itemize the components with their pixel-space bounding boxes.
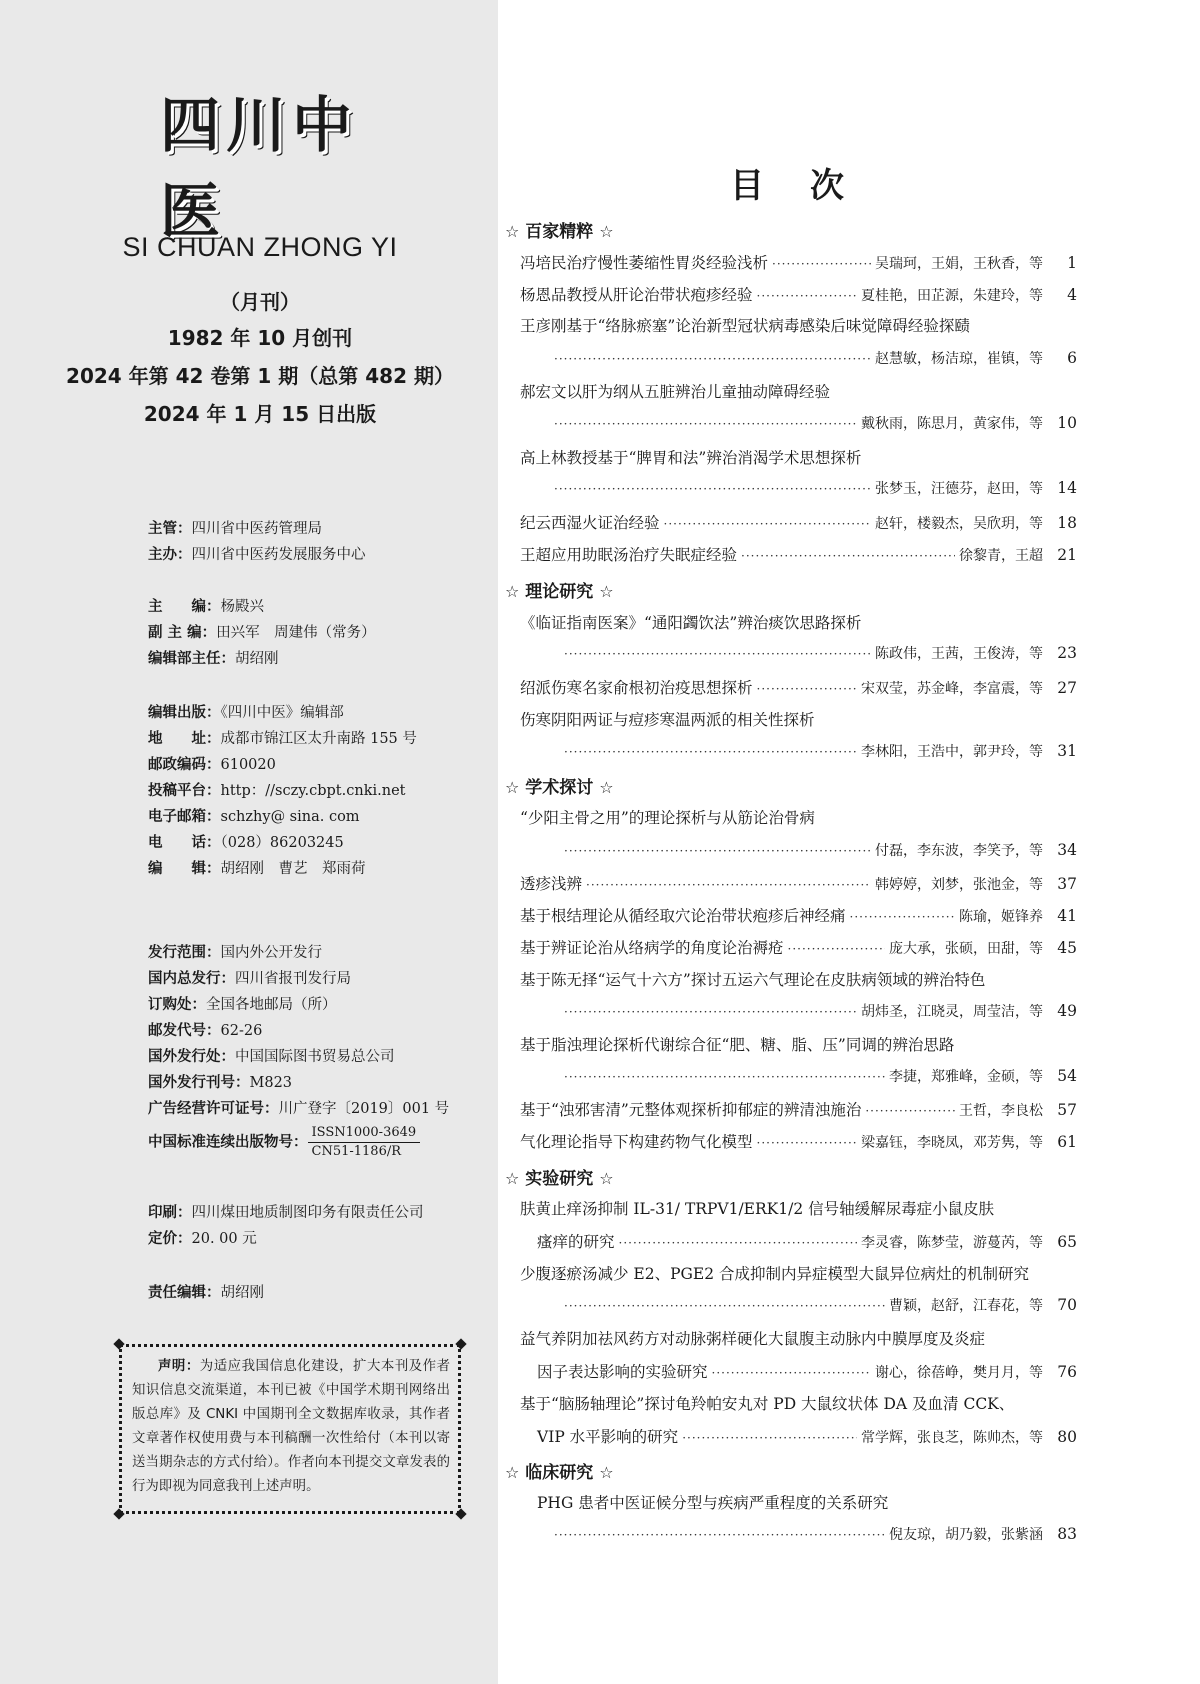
journal-issue: 2024 年第 42 卷第 1 期（总第 482 期） <box>66 364 454 388</box>
toc-entry[interactable]: ····· 倪友琼，胡乃毅，张紫涵 83 <box>550 1524 1077 1544</box>
section-heading: ☆ 百家精粹 ☆ <box>505 222 614 242</box>
toc-entry-title[interactable]: 少腹逐瘀汤减少 E2、PGE2 合成抑制内异症模型大鼠异位病灶的机制研究 <box>520 1265 1030 1283</box>
journal-pinyin: SI CHUAN ZHONG YI <box>122 232 398 262</box>
toc-entry[interactable]: VIP 水平影响的研究 ····· 常学辉，张良芝，陈帅杰，等 80 <box>537 1425 1077 1447</box>
toc-entry[interactable]: ····· 赵慧敏，杨洁琼，崔镇，等 6 <box>550 348 1077 368</box>
toc-entry[interactable]: 因子表达影响的实验研究 ····· 谢心，徐蓓峥，樊月月，等 76 <box>537 1360 1077 1382</box>
toc-entry-title[interactable]: 《临证指南医案》“通阳蠲饮法”辨治痰饮思路探析 <box>520 614 862 632</box>
info-group-printing: 印刷：四川煤田地质制图印务有限责任公司 定价：20. 00 元 <box>148 1205 424 1247</box>
toc-entry[interactable]: 透疹浅辨 ····· 韩婷婷，刘梦，张池金，等 37 <box>520 872 1077 894</box>
info-group-editors: 主 编：杨殿兴 副 主 编：田兴军 周建伟（常务） 编辑部主任：胡绍刚 <box>148 599 376 667</box>
toc-entry[interactable]: 杨恩品教授从肝论治带状疱疹经验 ····· 夏桂艳，田芷源，朱建玲，等 4 <box>520 283 1077 305</box>
info-group-sponsor: 主管：四川省中医药管理局 主办：四川省中医药发展服务中心 <box>148 521 366 563</box>
toc-entry[interactable]: 王超应用助眠汤治疗失眠症经验 ····· 徐黎青，王超 21 <box>520 543 1077 565</box>
notice-label: 声明： <box>158 1359 200 1374</box>
toc-entry[interactable]: ····· 曹颖，赵舒，江春花，等 70 <box>560 1295 1077 1315</box>
toc-entry[interactable]: 冯培民治疗慢性萎缩性胃炎经验浅析 ····· 吴瑞珂，王娟，王秋香，等 1 <box>520 251 1077 273</box>
toc-entry[interactable]: ····· 付磊，李东波，李笑予，等 34 <box>560 840 1077 860</box>
toc-entry[interactable]: ····· 李捷，郑雅峰，金硕，等 54 <box>560 1066 1077 1086</box>
info-group-contact: 编辑出版：《四川中医》编辑部 地 址：成都市锦江区太升南路 155 号 邮政编码：610020 投稿平台：http：//sczy.cbpt.cnki.net 电子邮箱：schzhy@ sina. com 电 话：（028）86203245 编 辑：胡绍刚 曹艺 郑雨荷 <box>148 705 417 877</box>
issn-label: 中国标准连续出版物号： <box>148 1134 308 1151</box>
notice-text: 为适应我国信息化建设，扩大本刊及作者知识信息交流渠道，本刊已被《中国学术期刊网络出版总库》及 CNKI 中国期刊全文数据库收录，其作者文章著作权使用费与本刊稿酬一次性给付（本刊以寄送当期杂志的方式付给）。作者向本刊提交文章发表的行为即视为同意我刊上述声明。 <box>132 1359 451 1494</box>
toc-entry-title[interactable]: 高上林教授基于“脾胃和法”辨治消渴学术思想探析 <box>520 449 862 467</box>
toc-entry[interactable]: ····· 李林阳，王浩中，郭尹玲，等 31 <box>560 741 1077 761</box>
toc-title: 目次 <box>730 166 890 206</box>
toc-entry-title[interactable]: 伤寒阴阳两证与痘疹寒温两派的相关性探析 <box>520 711 815 729</box>
journal-founded: 1982 年 10 月创刊 <box>167 326 353 350</box>
toc-entry[interactable]: 基于“浊邪害清”元整体观探析抑郁症的辨清浊施治 ····· 王哲，李良松 57 <box>520 1098 1077 1120</box>
toc-entry-title[interactable]: PHG 患者中医证候分型与疾病严重程度的关系研究 <box>537 1494 889 1512</box>
toc-entry-title[interactable]: 基于“脑肠轴理论”探讨龟羚帕安丸对 PD 大鼠纹状体 DA 及血清 CCK、 <box>520 1395 1015 1413</box>
toc-entry-title[interactable]: “少阳主骨之用”的理论探析与从筋论治骨病 <box>520 809 815 827</box>
section-heading: ☆ 临床研究 ☆ <box>505 1463 614 1483</box>
toc-entry-title[interactable]: 王彦刚基于“络脉瘀塞”论治新型冠状病毒感染后味觉障碍经验探赜 <box>520 317 970 335</box>
info-responsible-editor: 责任编辑：胡绍刚 <box>148 1285 264 1301</box>
toc-entry-title[interactable]: 基于陈无择“运气十六方”探讨五运六气理论在皮肤病领域的辨治特色 <box>520 971 986 989</box>
section-heading: ☆ 理论研究 ☆ <box>505 582 614 602</box>
journal-logo <box>160 91 400 247</box>
toc-entry-title[interactable]: 郝宏文以肝为纲从五脏辨治儿童抽动障碍经验 <box>520 383 831 401</box>
toc-entry-title[interactable]: 益气养阴加祛风药方对动脉粥样硬化大鼠腹主动脉内中膜厚度及炎症 <box>520 1330 986 1348</box>
toc-entry[interactable]: ····· 胡炜圣，江晓灵，周莹洁，等 49 <box>560 1001 1077 1021</box>
toc-entry[interactable]: 气化理论指导下构建药物气化模型 ····· 梁嘉钰，李晓凤，邓芳隽，等 61 <box>520 1130 1077 1152</box>
toc-entry[interactable]: 基于辨证论治从络病学的角度论治褥疮 ····· 庞大承，张硕，田甜，等 45 <box>520 936 1077 958</box>
section-heading: ☆ 实验研究 ☆ <box>505 1169 614 1189</box>
toc-entry[interactable]: ····· 戴秋雨，陈思月，黄家伟，等 10 <box>550 413 1077 433</box>
toc-entry[interactable]: ····· 张梦玉，汪德芬，赵田，等 14 <box>550 478 1077 498</box>
toc-entry[interactable]: 绍派伤寒名家俞根初治疫思想探析 ····· 宋双莹，苏金峰，李富震，等 27 <box>520 676 1077 698</box>
journal-published: 2024 年 1 月 15 日出版 <box>143 402 377 426</box>
journal-title: 四川中医 <box>160 91 358 247</box>
toc-entry[interactable]: 瘙痒的研究 ····· 李灵睿，陈梦莹，游蔓芮，等 65 <box>537 1230 1077 1252</box>
info-group-distribution: 发行范围：国内外公开发行 国内总发行：四川省报刊发行局 订购处：全国各地邮局（所） 邮发代号：62-26 国外发行处：中国国际图书贸易总公司 国外发行刊号：M823 广告经营许可证号：川广登字〔2019〕001 号 中国标准连续出版物号： ISSN1000-3649 CN51-1186/R <box>148 945 450 1159</box>
section-heading: ☆ 学术探讨 ☆ <box>505 778 614 798</box>
toc-entry[interactable]: ····· 陈政伟，王茜，王俊涛，等 23 <box>560 643 1077 663</box>
journal-frequency: （月刊） <box>220 290 300 314</box>
toc-entry-title[interactable]: 基于脂浊理论探析代谢综合征“肥、糖、脂、压”同调的辨治思路 <box>520 1036 955 1054</box>
copyright-notice <box>119 1344 461 1514</box>
toc-entry[interactable]: 基于根结理论从循经取穴论治带状疱疹后神经痛 ····· 陈瑜，姬锋养 41 <box>520 904 1077 926</box>
toc-entry[interactable]: 纪云西湿火证治经验 ····· 赵轩，楼毅杰，吴欣玥，等 18 <box>520 511 1077 533</box>
issn-fraction: ISSN1000-3649 CN51-1186/R <box>308 1124 421 1161</box>
toc-entry-title[interactable]: 肤黄止痒汤抑制 IL-31/ TRPV1/ERK1/2 信号轴缓解尿毒症小鼠皮肤 <box>520 1200 995 1218</box>
